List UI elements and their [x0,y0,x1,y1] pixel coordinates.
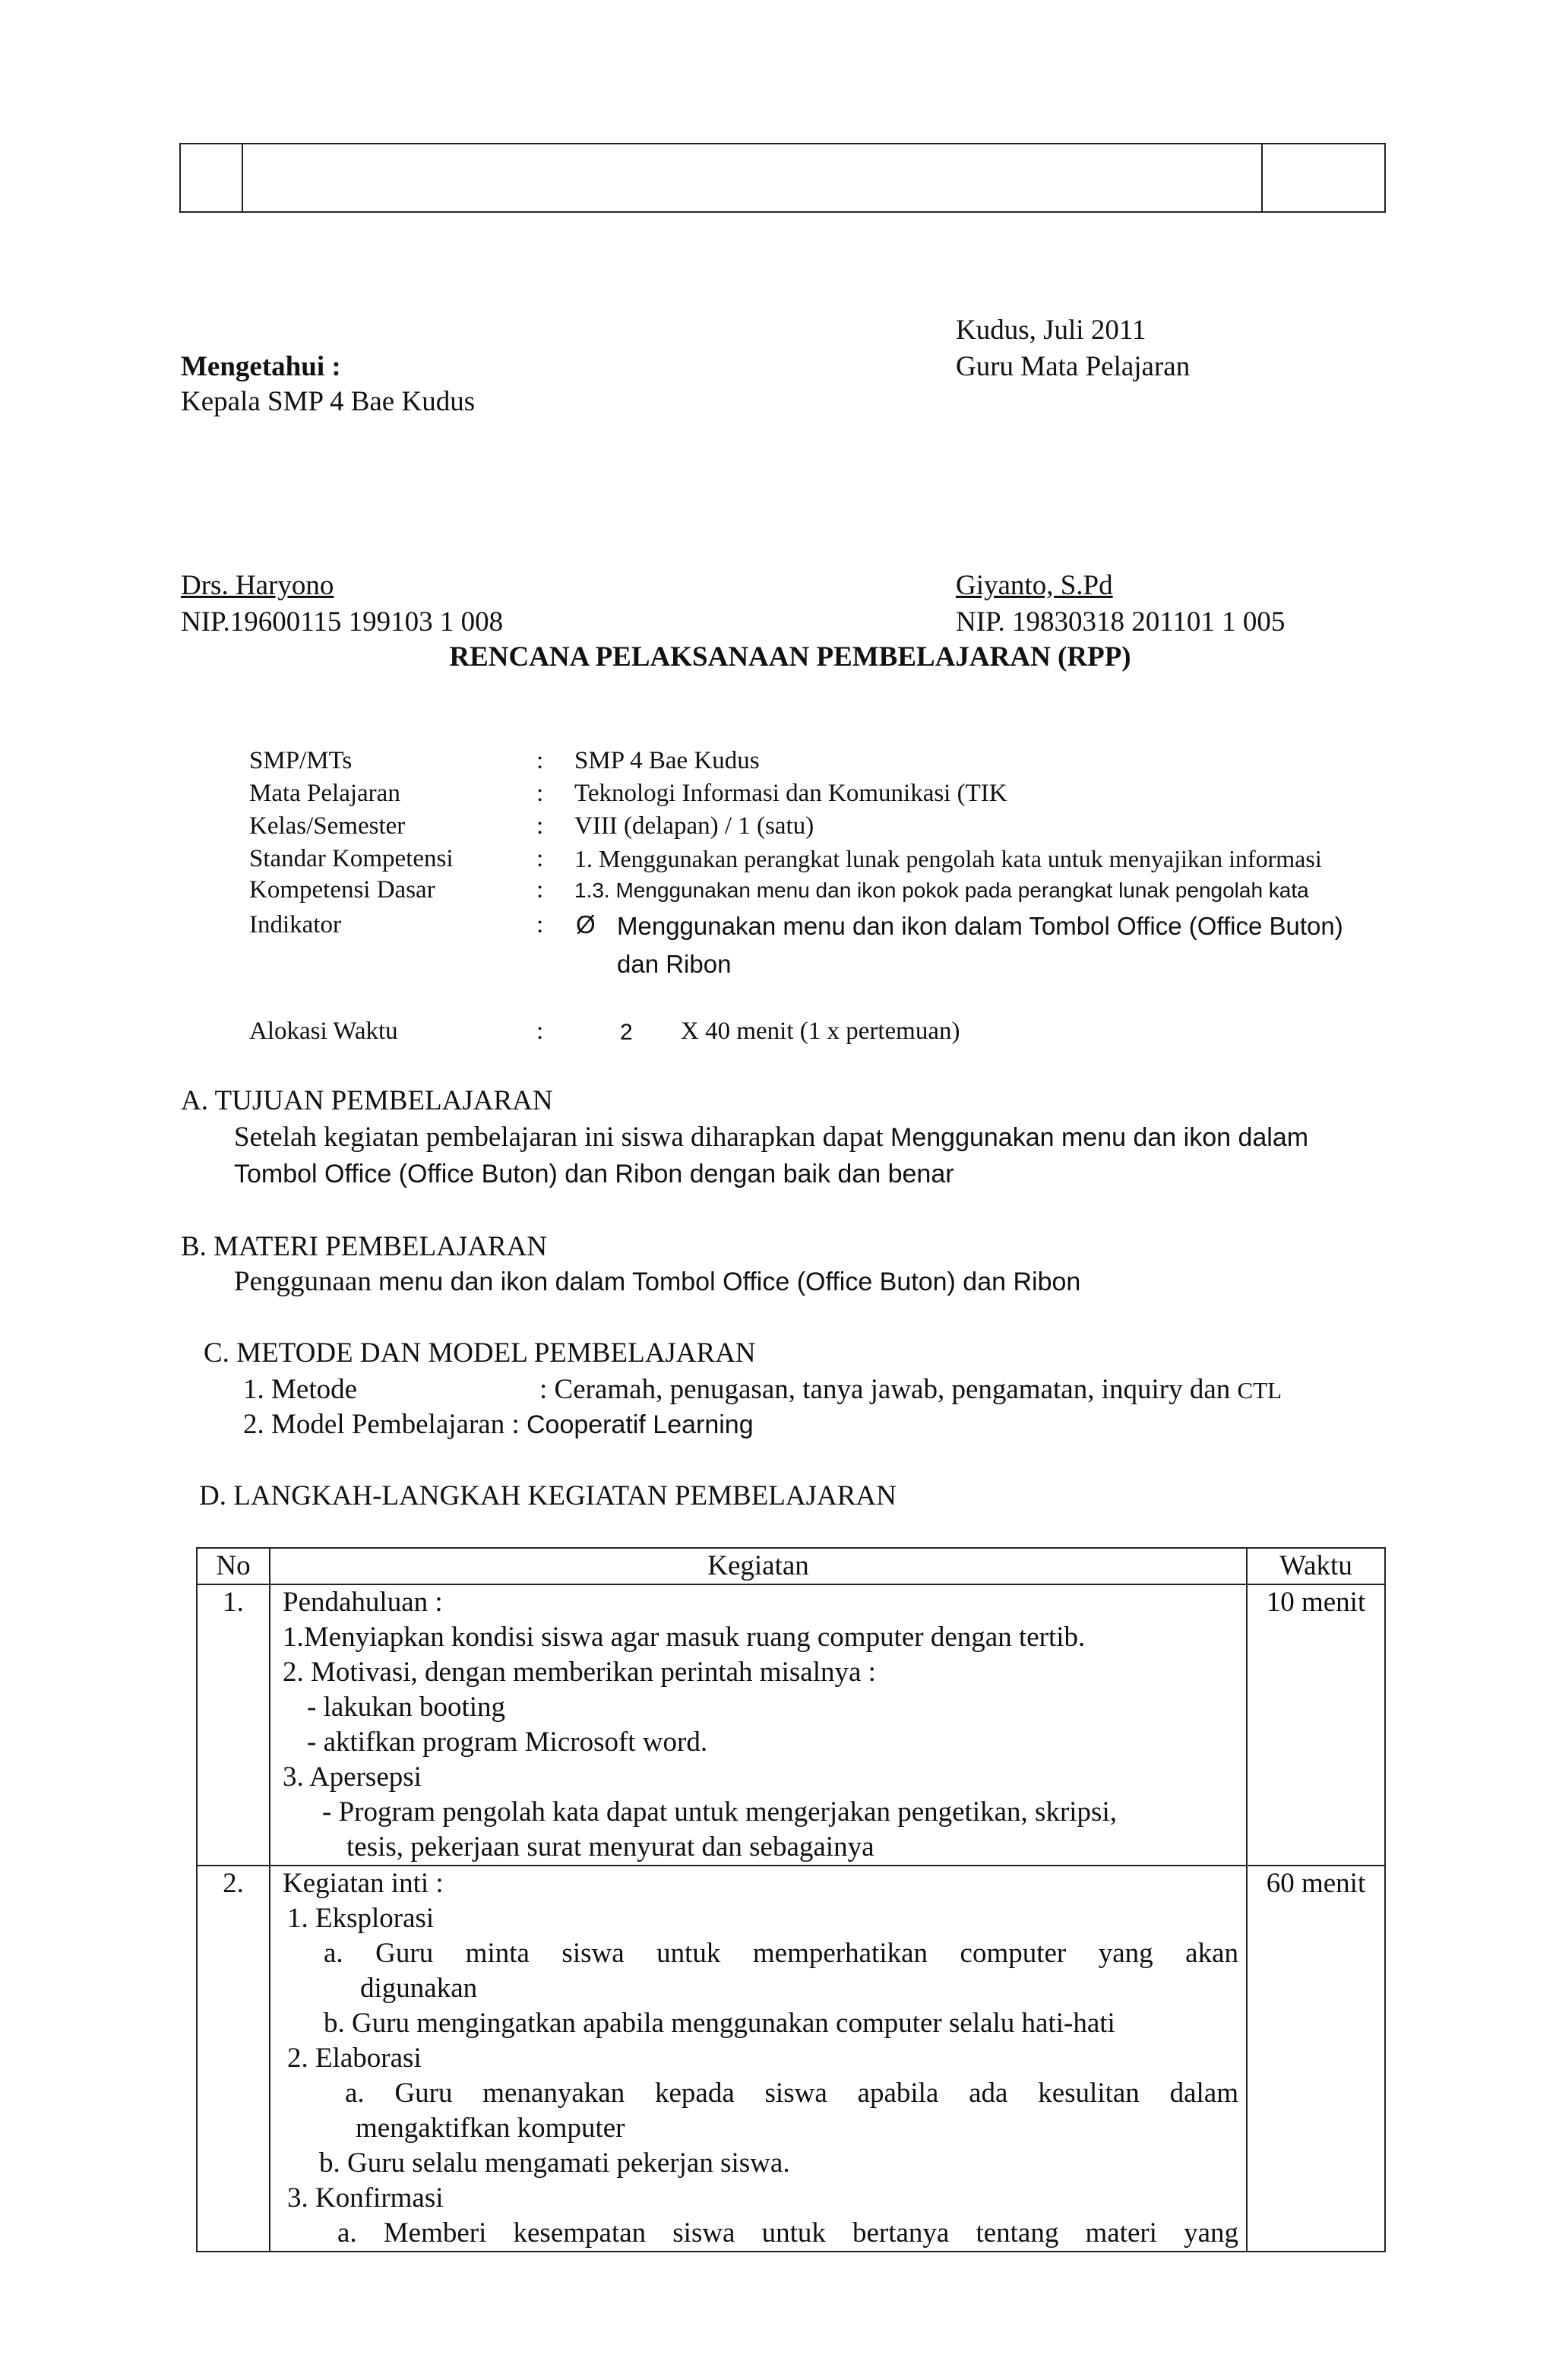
info-colon: : [536,812,544,840]
section-a-heading: A. TUJUAN PEMBELAJARAN [181,1085,553,1116]
model-line [243,1407,754,1442]
section-b-text-part: Penggunaan [234,1266,379,1297]
info-value: 1. Menggunakan perangkat lunak pengolah kata untuk menyajikan informasi [574,845,1322,872]
header-activity: Kegiatan [270,1548,1247,1584]
section-a-text-part: Setelah kegiatan pembelajaran ini siswa diharapkan dapat [234,1122,891,1153]
section-a-text-part: Menggunakan menu dan ikon dalam [890,1123,1309,1152]
section-a-text-cont: Tombol Office (Office Buton) dan Ribon dengan baik dan benar [234,1160,954,1188]
activity-line: 1. Eksplorasi [287,1903,435,1934]
principal-role: Kepala SMP 4 Bae Kudus [181,386,476,417]
section-b-heading: B. MATERI PEMBELAJARAN [181,1231,548,1262]
info-label: Kompetensi Dasar [249,876,435,904]
info-label: Mata Pelajaran [249,780,400,807]
acknowledged-heading: Mengetahui : [181,351,341,382]
activity-line: 2. Elaborasi [287,2043,422,2074]
activity-line: Kegiatan inti : [283,1868,444,1899]
bullet-icon: Ø [576,910,596,938]
method-label: 1. Metode [243,1374,358,1405]
principal-name: Drs. Haryono [181,570,334,601]
info-colon: : [536,747,544,774]
activity-line: a. Memberi kesempatan siswa untuk bertanya tentang materi yang [337,2217,1238,2249]
info-value: VIII (delapan) / 1 (satu) [574,812,814,840]
info-colon: : [536,876,544,904]
info-value: Teknologi Informasi dan Komunikasi (TIK [574,780,1007,807]
table-row [197,1866,1385,2252]
activity-line: b. Guru selalu mengamati pekerjan siswa. [319,2147,790,2179]
teacher-nip: NIP. 19830318 201101 1 005 [956,606,1286,638]
info-colon: : [536,780,544,807]
info-label: Indikator [249,911,341,938]
activity-line: b. Guru mengingatkan apabila menggunakan computer selalu hati-hati [324,2008,1115,2039]
info-label: Alokasi Waktu [249,1018,398,1045]
info-label: Kelas/Semester [249,812,406,840]
section-c-heading: C. METODE DAN MODEL PEMBELAJARAN [204,1337,756,1369]
activity-line: mengaktifkan komputer [356,2113,625,2144]
row-no: 2. [197,1866,270,2252]
info-label: SMP/MTs [249,747,353,774]
row-time: 10 menit [1247,1584,1385,1866]
model-label: 2. Model Pembelajaran : [243,1409,527,1440]
table-header-row [197,1548,1385,1584]
model-value: Cooperatif Learning [526,1410,754,1439]
method-value-part: CTL [1237,1377,1282,1404]
activity-line: a. Guru menanyakan kepada siswa apabila ada kesulitan dalam [345,2078,1238,2109]
info-value: 1.3. Menggunakan menu dan ikon pokok pada perangkat lunak pengolah kata [574,878,1309,902]
header-box-divider [1261,144,1263,211]
row-time: 60 menit [1247,1866,1385,2252]
activity-line: a. Guru minta siswa untuk memperhatikan computer yang akan [324,1938,1238,1969]
principal-nip: NIP.19600115 199103 1 008 [181,606,504,638]
method-value [539,1372,1282,1408]
method-value-part: : Ceramah, penugasan, tanya jawab, pengamatan, inquiry dan [539,1374,1238,1405]
activity-line: - aktifkan program Microsoft word. [307,1726,708,1758]
info-value: SMP 4 Bae Kudus [574,747,760,774]
row-no: 1. [197,1584,270,1866]
section-d-heading: D. LANGKAH-LANGKAH KEGIATAN PEMBELAJARAN [199,1480,897,1511]
teacher-role: Guru Mata Pelajaran [956,351,1191,382]
activity-line: 2. Motivasi, dengan memberikan perintah misalnya : [283,1657,876,1688]
indicator-value-cont: dan Ribon [617,950,732,978]
activity-line: - Program pengolah kata dapat untuk mengerjakan pengetikan, skripsi, [322,1796,1117,1828]
section-b-text-part: menu dan ikon dalam Tombol Office (Office Buton) dan Ribon [378,1268,1081,1296]
indicator-value: Menggunakan menu dan ikon dalam Tombol Office (Office Buton) [617,912,1343,940]
table-row [197,1584,1385,1866]
info-label: Standar Kompetensi [249,845,454,872]
document-title: RENCANA PELAKSANAAN PEMBELAJARAN (RPP) [449,641,1131,673]
activity-line: 3. Apersepsi [283,1761,422,1793]
info-colon: : [536,845,544,872]
activity-line: - lakukan booting [307,1692,506,1723]
place-date: Kudus, Juli 2011 [956,315,1146,346]
activity-line: Pendahuluan : [283,1587,443,1618]
activity-line: 3. Konfirmasi [287,2182,444,2214]
activity-line: tesis, pekerjaan surat menyurat dan sebagainya [346,1831,874,1863]
time-allocation-value: X 40 menit (1 x pertemuan) [681,1018,960,1045]
header-box [179,143,1386,213]
activity-table [196,1547,1386,2252]
teacher-name: Giyanto, S.Pd [956,570,1113,601]
time-allocation-number: 2 [620,1020,633,1045]
row-activity [270,1866,1247,2252]
header-time: Waktu [1247,1548,1385,1584]
info-colon: : [536,911,544,938]
header-no: No [197,1548,270,1584]
section-a-text [234,1120,1308,1155]
info-colon: : [536,1018,544,1045]
section-b-text [234,1264,1080,1299]
row-activity [270,1584,1247,1866]
activity-line: 1.Menyiapkan kondisi siswa agar masuk ruang computer dengan tertib. [283,1622,1086,1653]
activity-line: digunakan [360,1973,478,2004]
header-box-divider [242,144,243,211]
